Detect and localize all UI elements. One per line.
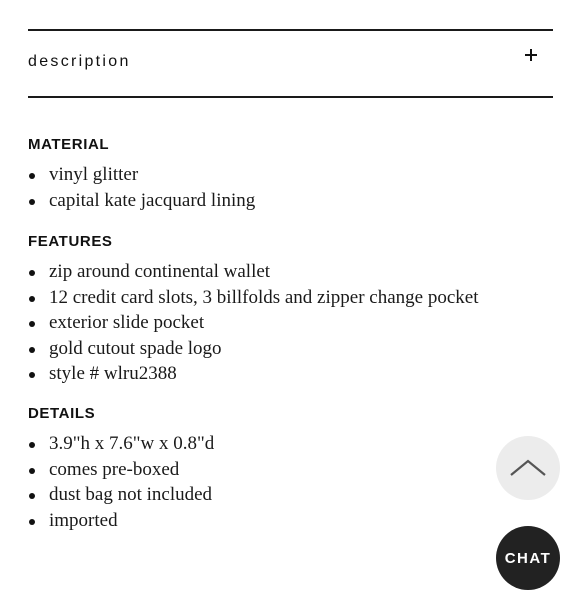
list-item: imported: [28, 508, 553, 534]
section-heading-material: MATERIAL: [28, 136, 110, 153]
accordion-title: description: [28, 53, 131, 70]
bottom-divider: [28, 96, 553, 98]
section-heading-details: DETAILS: [28, 405, 96, 422]
chevron-up-icon: [509, 458, 547, 478]
list-item: dust bag not included: [28, 482, 553, 508]
chat-button[interactable]: [496, 526, 560, 590]
features-list: [28, 259, 553, 387]
plus-icon[interactable]: [523, 47, 539, 63]
chat-label: CHAT: [504, 550, 552, 567]
material-section: [28, 136, 553, 213]
list-item: gold cutout spade logo: [28, 336, 553, 362]
list-item: vinyl glitter: [28, 162, 553, 188]
list-item: capital kate jacquard lining: [28, 188, 553, 214]
features-section: [28, 233, 553, 387]
list-item: comes pre-boxed: [28, 457, 553, 483]
details-section: [28, 405, 553, 533]
section-heading-features: FEATURES: [28, 233, 113, 250]
list-item: exterior slide pocket: [28, 310, 553, 336]
details-list: [28, 431, 553, 533]
list-item: zip around continental wallet: [28, 259, 553, 285]
list-item: 3.9"h x 7.6"w x 0.8"d: [28, 431, 553, 457]
list-item: 12 credit card slots, 3 billfolds and zipper change pocket: [28, 285, 553, 311]
list-item: style # wlru2388: [28, 361, 553, 387]
scroll-to-top-button[interactable]: [496, 436, 560, 500]
material-list: [28, 162, 553, 213]
description-accordion-toggle[interactable]: [28, 31, 553, 96]
